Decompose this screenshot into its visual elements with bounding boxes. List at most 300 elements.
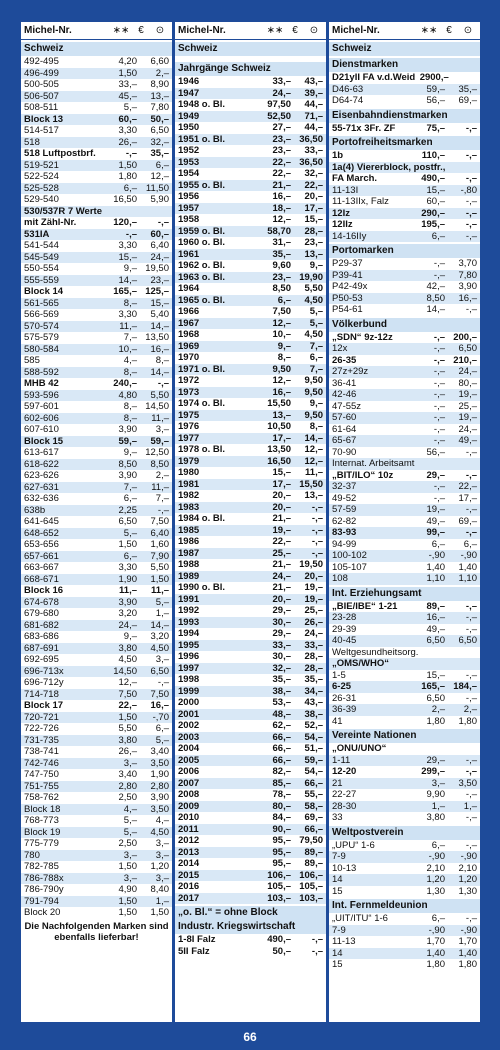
- item-number: „BIT/ILO“ 10z: [332, 469, 394, 481]
- item-number: 2001: [178, 708, 200, 720]
- item-number: 555-559: [24, 274, 59, 286]
- item-number: 47-55z: [332, 400, 362, 412]
- price-used: 7,50: [150, 516, 169, 527]
- table-row: [175, 674, 326, 686]
- table-row: [21, 666, 172, 678]
- price-mint: 2900,–: [419, 72, 449, 83]
- table-row: [329, 504, 480, 516]
- header-used-symbol: ⊙: [463, 25, 473, 36]
- item-number: 70-90: [332, 446, 357, 458]
- item-number: P42-49x: [332, 281, 368, 292]
- price-used: 35,–: [304, 674, 323, 685]
- price-used: 5,50: [304, 283, 323, 294]
- section-title: Industr. Kriegswirtschaft: [175, 920, 326, 934]
- table-row: [175, 536, 326, 548]
- item-number: „OMS/WHO“: [332, 658, 389, 669]
- price-mint: 15,–: [426, 184, 445, 196]
- item-number: 1981: [178, 478, 200, 490]
- table-row: [329, 447, 480, 459]
- item-number: 1960 o. Bl.: [178, 237, 225, 248]
- item-number: 1947: [178, 87, 200, 99]
- table-row: [329, 743, 480, 755]
- price-mint: 66,–: [272, 743, 291, 754]
- price-used: 1,50: [150, 573, 169, 585]
- price-used: -,–: [311, 524, 323, 536]
- item-number: 1972: [178, 375, 200, 386]
- header-euro-symbol: €: [446, 25, 452, 36]
- price-mint: 5,–: [123, 102, 137, 113]
- table-row: [329, 874, 480, 886]
- price-mint: 16,–: [426, 612, 445, 623]
- table-row: [21, 194, 172, 206]
- table-row: [21, 56, 172, 68]
- price-used: 38,–: [304, 708, 323, 720]
- price-used: 3,20: [150, 631, 169, 642]
- price-used: -,–: [465, 469, 477, 481]
- section-title: Int. Erziehungsamt: [329, 587, 480, 601]
- price-used: -,–: [465, 612, 477, 623]
- table-row: [329, 389, 480, 401]
- table-row: [175, 766, 326, 778]
- item-number: 2008: [178, 789, 200, 800]
- item-number: Block 14: [24, 286, 64, 297]
- price-mint: 106,–: [267, 869, 291, 881]
- item-number: 5II Falz: [178, 945, 210, 957]
- table-row: [21, 873, 172, 885]
- price-mint: 5,–: [123, 826, 137, 838]
- item-number: 529-540: [24, 194, 59, 205]
- section-title: Schweiz: [329, 42, 480, 56]
- item-number: 62-82: [332, 515, 357, 527]
- price-mint: 3,20: [118, 608, 137, 619]
- table-row: [175, 387, 326, 399]
- table-row: [329, 539, 480, 551]
- item-number: 1995: [178, 639, 200, 651]
- table-row: [175, 709, 326, 721]
- price-used: 69,–: [458, 515, 477, 527]
- price-used: 1,80: [458, 959, 477, 970]
- price-mint: 1,30: [426, 885, 445, 897]
- item-number: 2004: [178, 743, 200, 754]
- price-mint: 17,–: [272, 478, 291, 490]
- price-mint: 490,–: [267, 934, 291, 945]
- price-used: 3,–: [155, 838, 169, 849]
- table-row: [175, 778, 326, 790]
- table-row: [21, 413, 172, 425]
- price-mint: 33,–: [272, 639, 291, 651]
- price-used: 54,–: [304, 731, 323, 743]
- price-used: -,–: [465, 839, 477, 851]
- price-used: 3,–: [155, 424, 169, 435]
- table-row: [21, 516, 172, 528]
- table-row: [175, 306, 326, 318]
- table-row: [21, 378, 172, 390]
- item-number: 1950: [178, 122, 200, 133]
- table-row: [175, 375, 326, 387]
- price-mint: 24,–: [118, 619, 137, 631]
- item-number: 11-13IIx, Falz: [332, 196, 389, 207]
- table-row: [175, 582, 326, 594]
- table-row: [329, 527, 480, 539]
- table-row: [21, 689, 172, 701]
- price-used: 15,–: [304, 214, 323, 225]
- table-row: [21, 102, 172, 114]
- table-row: [175, 295, 326, 307]
- price-used: 33,–: [304, 639, 323, 651]
- price-mint: 24,–: [272, 87, 291, 99]
- item-number: D46-63: [332, 83, 364, 95]
- item-number: 14: [332, 947, 343, 959]
- table-row: [175, 502, 326, 514]
- price-used: -,–: [465, 219, 477, 230]
- price-mint: 4,–: [123, 803, 137, 815]
- table-row: [329, 840, 480, 852]
- item-number: 1986: [178, 536, 200, 547]
- price-used: 6,50: [458, 343, 477, 354]
- price-mint: 6,50: [426, 692, 445, 704]
- item-number: 663-667: [24, 562, 59, 573]
- table-row: [329, 681, 480, 693]
- table-row: [329, 366, 480, 378]
- price-mint: 3,30: [118, 562, 137, 573]
- price-used: 6,40: [150, 527, 169, 539]
- price-used: 4,50: [150, 826, 169, 838]
- price-used: -,–: [465, 692, 477, 704]
- table-row: [329, 196, 480, 208]
- price-used: 5,50: [150, 389, 169, 401]
- table-row: [175, 663, 326, 675]
- price-used: 59,–: [304, 754, 323, 766]
- item-number: 2010: [178, 812, 200, 823]
- item-number: 1997: [178, 662, 200, 674]
- table-row: [175, 824, 326, 836]
- price-mint: 5,–: [123, 527, 137, 539]
- price-mint: 3,90: [118, 470, 137, 481]
- item-number: 575-579: [24, 332, 59, 343]
- table-row: [175, 513, 326, 525]
- price-used: 36,50: [299, 133, 323, 145]
- price-used: 7,–: [155, 493, 169, 504]
- item-number: 1976: [178, 421, 200, 432]
- price-mint: 3,–: [123, 757, 137, 769]
- item-number: 588-592: [24, 366, 59, 378]
- item-number: 1984 o. Bl.: [178, 513, 225, 524]
- item-number: 1970: [178, 352, 200, 363]
- table-row: [329, 601, 480, 613]
- table-row: [21, 252, 172, 264]
- item-number: 1988: [178, 559, 200, 570]
- price-mint: 85,–: [272, 777, 291, 789]
- price-used: -,–: [157, 217, 169, 228]
- table-row: [175, 605, 326, 617]
- item-number: 1956: [178, 191, 200, 202]
- price-mint: 11,–: [119, 585, 137, 596]
- item-number: „UPU“ 1-6: [332, 839, 375, 851]
- item-number: 683-686: [24, 631, 59, 642]
- price-mint: 9,60: [272, 260, 291, 271]
- table-row: [175, 697, 326, 709]
- price-mint: 22,–: [272, 168, 291, 179]
- header-used-symbol: ⊙: [155, 25, 165, 36]
- table-row: [175, 76, 326, 88]
- table-row: [329, 704, 480, 716]
- item-number: Weltgesundheitsorg.: [332, 646, 419, 658]
- section-title: Völkerbund: [329, 318, 480, 332]
- table-row: [175, 180, 326, 192]
- table-row: [329, 693, 480, 705]
- item-number: 100-102: [332, 550, 367, 561]
- price-used: -,–: [465, 527, 477, 538]
- price-used: 1,20: [458, 874, 477, 885]
- table-row: [21, 447, 172, 459]
- item-number: 1968: [178, 329, 200, 340]
- item-number: 2003: [178, 731, 200, 743]
- price-used: 24,–: [150, 251, 169, 263]
- price-used: 3,50: [150, 757, 169, 769]
- price-used: -,–: [465, 304, 477, 315]
- price-used: 11,50: [145, 182, 169, 194]
- price-used: 12,–: [304, 444, 323, 455]
- item-number: 12Iz: [332, 207, 350, 219]
- table-row: [329, 812, 480, 824]
- price-mint: 1,80: [426, 715, 445, 727]
- price-used: -,–: [465, 122, 477, 134]
- table-row: [329, 925, 480, 937]
- price-used: 5,–: [155, 596, 169, 608]
- table-row: [175, 260, 326, 272]
- item-number: 29-39: [332, 623, 357, 635]
- section-title: Int. Fernmeldeunion: [329, 899, 480, 913]
- price-mint: 3,30: [118, 125, 137, 136]
- price-used: 4,50: [304, 329, 323, 340]
- item-number: 1975: [178, 409, 200, 421]
- price-used: 52,–: [304, 720, 323, 731]
- price-used: 15,–: [150, 297, 169, 309]
- price-mint: -,90: [428, 550, 445, 561]
- price-used: 26,–: [304, 616, 323, 628]
- column-1: [21, 22, 172, 1022]
- price-used: 2,–: [463, 704, 477, 715]
- table-row: [21, 309, 172, 321]
- item-number: 1999: [178, 685, 200, 697]
- price-used: [138, 206, 169, 218]
- price-used: -,70: [152, 711, 169, 723]
- table-row: [329, 716, 480, 728]
- price-used: -,–: [157, 378, 169, 389]
- table-row: [329, 493, 480, 505]
- table-row: [21, 746, 172, 758]
- table-row: [329, 293, 480, 305]
- page-number: 66: [243, 1030, 257, 1044]
- price-mint: 80,–: [272, 800, 291, 812]
- item-number: 1-11: [332, 754, 351, 766]
- price-used: 69,–: [458, 95, 477, 106]
- price-mint: 8,50: [426, 292, 445, 304]
- price-mint: 95,–: [272, 846, 291, 858]
- price-used: 19,–: [458, 412, 477, 423]
- item-number: 14-16IIy: [332, 230, 367, 242]
- price-used: 14,–: [150, 366, 169, 378]
- price-used: 58,–: [304, 800, 323, 812]
- item-number: 2017: [178, 892, 200, 904]
- item-number: 1a(4) Viererblock, postfr.,: [332, 161, 446, 173]
- item-number: 1971 o. Bl.: [178, 363, 225, 375]
- price-mint: 25,–: [272, 547, 291, 559]
- price-mint: 32,–: [272, 662, 291, 674]
- price-mint: 490,–: [421, 173, 445, 184]
- item-number: 1996: [178, 651, 200, 662]
- table-row: [21, 861, 172, 873]
- price-mint: 12,–: [272, 317, 291, 329]
- price-mint: 6,–: [431, 230, 445, 242]
- price-used: 1,10: [458, 573, 477, 584]
- table-row: [21, 436, 172, 448]
- price-mint: 31,–: [272, 237, 291, 248]
- table-row: [21, 643, 172, 655]
- item-number: 65-67: [332, 435, 357, 446]
- price-used: 7,80: [150, 102, 169, 113]
- price-mint: -,–: [433, 423, 445, 435]
- price-used: 17,–: [304, 202, 323, 214]
- item-number: 514-517: [24, 125, 59, 136]
- price-used: 1,90: [150, 769, 169, 780]
- price-used: -,–: [311, 513, 323, 524]
- table-row: [175, 214, 326, 226]
- item-number: 747-750: [24, 769, 59, 780]
- item-number: 1987: [178, 547, 200, 559]
- price-mint: 1,–: [431, 800, 445, 812]
- item-number: 2002: [178, 720, 200, 731]
- item-number: 28-30: [332, 800, 357, 812]
- price-mint: 90,–: [272, 823, 291, 835]
- price-mint: 195,–: [421, 219, 445, 230]
- price-mint: 78,–: [272, 789, 291, 800]
- table-row: [329, 470, 480, 482]
- price-used: 5,–: [309, 306, 323, 317]
- table-row: [175, 490, 326, 502]
- table-row: [175, 318, 326, 330]
- item-number: 2016: [178, 881, 200, 892]
- table-row: [21, 562, 172, 574]
- price-used: 12,–: [304, 455, 323, 467]
- price-mint: 26,–: [118, 746, 137, 757]
- table-row: [329, 95, 480, 107]
- price-used: 35,–: [458, 83, 477, 95]
- table-row: [175, 168, 326, 180]
- section-title: Schweiz: [21, 42, 172, 56]
- item-number: 1952: [178, 145, 200, 156]
- item-number: 94-99: [332, 538, 357, 550]
- table-row: [175, 145, 326, 157]
- price-used: -,–: [157, 504, 169, 516]
- table-row: [175, 410, 326, 422]
- price-mint: 15,50: [267, 398, 291, 409]
- table-row: [329, 948, 480, 960]
- table-row: [175, 720, 326, 732]
- table-row: [329, 647, 480, 659]
- price-used: 200,–: [453, 331, 477, 343]
- price-used: 19,50: [145, 263, 169, 274]
- price-mint: 42,–: [426, 281, 445, 292]
- price-mint: 22,–: [272, 156, 291, 168]
- price-mint: 60,–: [118, 113, 137, 125]
- footnote: Die Nachfolgenden Marken sind ebenfalls lieferbar!: [24, 920, 169, 943]
- price-mint: 56,–: [426, 446, 445, 458]
- item-number: 506-507: [24, 90, 59, 102]
- item-number: 775-779: [24, 838, 59, 849]
- price-mint: 75,–: [426, 122, 445, 134]
- item-number: 522-524: [24, 171, 59, 182]
- item-number: 1963 o. Bl.: [178, 271, 225, 283]
- price-used: 11,–: [151, 412, 169, 424]
- table-row: [21, 700, 172, 712]
- price-mint: 2,50: [118, 838, 137, 849]
- table-row: [329, 123, 480, 135]
- item-number: 550-554: [24, 263, 59, 274]
- price-used: 1,80: [458, 715, 477, 727]
- table-row: [21, 585, 172, 597]
- item-number: 83-93: [332, 527, 357, 538]
- price-mint: 3,90: [118, 424, 137, 435]
- price-used: 1,–: [155, 895, 169, 907]
- price-used: 51,–: [304, 743, 323, 754]
- item-number: 57-59: [332, 504, 357, 515]
- price-used: -,–: [465, 230, 477, 242]
- table-row: [175, 835, 326, 847]
- table-row: [175, 651, 326, 663]
- price-used: 125,–: [145, 286, 169, 297]
- price-used: 13,–: [150, 90, 169, 102]
- price-used: 69,–: [304, 812, 323, 823]
- item-number: 525-528: [24, 182, 59, 194]
- table-row: [21, 68, 172, 80]
- price-mint: 2,50: [118, 792, 137, 803]
- price-mint: 13,50: [267, 444, 291, 455]
- table-row: [21, 137, 172, 149]
- table-row: [175, 946, 326, 958]
- table-row: [175, 934, 326, 946]
- table-row: [21, 344, 172, 356]
- header-mint-symbol: ∗∗: [266, 25, 284, 36]
- item-number: 11-13I: [332, 184, 359, 196]
- item-number: 2007: [178, 777, 200, 789]
- item-number: 12-20: [332, 766, 357, 777]
- price-used: 43,–: [304, 76, 323, 87]
- price-mint: 6,–: [431, 839, 445, 851]
- price-mint: 10,–: [118, 343, 137, 355]
- price-mint: 33,–: [272, 76, 291, 87]
- price-used: 7,–: [309, 340, 323, 352]
- price-used: 55,–: [304, 789, 323, 800]
- price-used: 4,50: [150, 642, 169, 654]
- price-mint: 29,–: [426, 469, 445, 481]
- price-mint: 16,–: [272, 191, 291, 202]
- table-row: [329, 84, 480, 96]
- price-mint: 35,–: [272, 674, 291, 685]
- price-mint: 8,–: [123, 412, 137, 424]
- table-row: [329, 458, 480, 470]
- price-used: 7,–: [309, 363, 323, 375]
- table-row: [175, 99, 326, 111]
- price-mint: -,–: [433, 481, 445, 492]
- item-number: 1982: [178, 490, 200, 501]
- price-used: 71,–: [304, 110, 323, 122]
- price-used: 5,–: [155, 734, 169, 746]
- item-number: 623-626: [24, 470, 59, 481]
- item-number: 607-610: [24, 424, 59, 435]
- price-used: 35,–: [150, 148, 169, 159]
- item-number: 720-721: [24, 711, 59, 723]
